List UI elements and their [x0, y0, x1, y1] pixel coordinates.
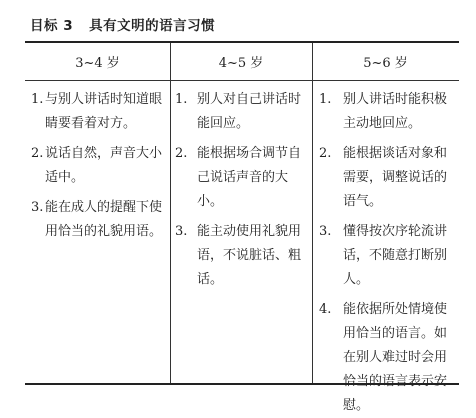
item-text: 能根据场合调节自己说话声音的大小。 — [197, 146, 302, 209]
item-text: 能依据所处情境使用恰当的语言。如在别人难过时会用恰当的语言表示安慰。 — [343, 302, 448, 413]
item-number: 3. — [319, 224, 332, 239]
item-text: 能主动使用礼貌用语，不说脏话、粗话。 — [197, 224, 302, 287]
column-age-3-4 — [25, 80, 170, 383]
list-item — [31, 142, 164, 190]
item-text: 别人讲话时能积极主动地回应。 — [343, 92, 448, 131]
item-number: 2. — [319, 146, 332, 161]
list-item — [319, 88, 451, 136]
goals-table — [25, 41, 459, 413]
column-age-5-6 — [313, 80, 459, 413]
item-number: 3. — [175, 224, 188, 239]
goal-title: 具有文明的语言习惯 — [89, 18, 216, 34]
item-number: 3. — [31, 200, 44, 215]
list-item — [319, 142, 451, 214]
list-item — [175, 142, 306, 214]
header-age-5-6: 5~6 岁 — [363, 56, 408, 71]
item-number: 1. — [31, 92, 44, 107]
item-number: 2. — [175, 146, 188, 161]
item-text: 能根据谈话对象和需要，调整说话的语气。 — [343, 146, 448, 209]
list-item — [319, 220, 451, 292]
goal-heading — [30, 10, 215, 38]
item-text: 懂得按次序轮流讲话，不随意打断别人。 — [343, 224, 448, 287]
item-number: 4. — [319, 302, 332, 317]
column-age-4-5 — [171, 80, 312, 383]
item-number: 2. — [31, 146, 44, 161]
item-number: 1. — [319, 92, 332, 107]
list-item — [31, 196, 164, 244]
list-item — [175, 88, 306, 136]
list-item — [31, 88, 164, 136]
item-number: 1. — [175, 92, 188, 107]
item-text: 能在成人的提醒下使用恰当的礼貌用语。 — [45, 200, 163, 239]
item-text: 与别人讲话时知道眼睛要看着对方。 — [45, 92, 163, 131]
table-header-row — [25, 43, 459, 81]
item-text: 别人对自己讲话时能回应。 — [197, 92, 302, 131]
header-age-3-4: 3~4 岁 — [75, 56, 120, 71]
item-text: 说话自然，声音大小适中。 — [45, 146, 163, 185]
list-item — [319, 298, 451, 418]
header-age-4-5: 4~5 岁 — [218, 56, 264, 71]
goal-code: 目标 3 — [30, 18, 74, 34]
list-item — [175, 220, 306, 292]
